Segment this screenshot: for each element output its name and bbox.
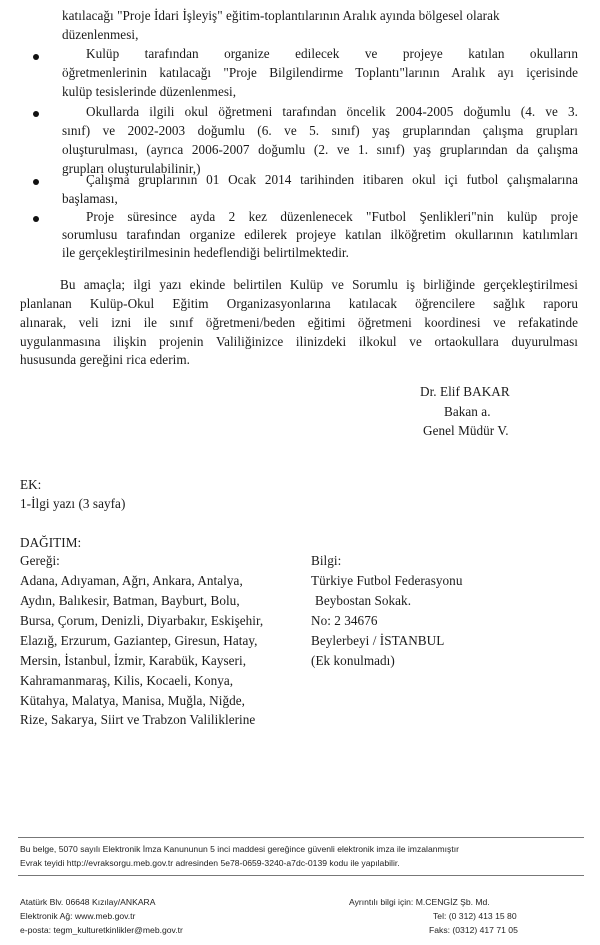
signatory-role: Bakan a. [444, 404, 491, 419]
bullet-1-line-3: kulüp tesislerinde düzenlenmesi, [62, 84, 237, 99]
bullet-3-line-1: Çalışma gruplarının 01 Ocak 2014 tarihinden itibaren okul içi futbol çalışmalarına [86, 172, 578, 187]
info-recipient-line: Beylerbeyi / İSTANBUL [311, 633, 445, 648]
signatory-name: Dr. Elif BAKAR [420, 384, 510, 399]
verification-note: Evrak teyidi http://evraksorgu.meb.gov.tr adresinden 5e78-0659-3240-a7dc-0139 kodu ile yapılabilir. [20, 858, 400, 868]
continuation-line-2: düzenlenmesi, [62, 27, 139, 42]
footer-email: e-posta: tegm_kulturetkinlikler@meb.gov.tr [20, 925, 183, 935]
request-paragraph-line-2: planlanan Kulüp-Okul Eğitim Organizasyonlarına katılacak öğrencilere sağlık raporu [20, 296, 578, 311]
bullet-4-line-3: ile gerçekleştirilmesinin hedeflendiği belirtilmektedir. [62, 245, 349, 260]
bullet-marker [33, 111, 39, 117]
bullet-1-line-1: Kulüp tarafından organize edilecek ve projeye katılan okulların [86, 46, 578, 61]
action-recipient-line: Bursa, Çorum, Denizli, Diyarbakır, Eskişehir, [20, 613, 264, 628]
info-recipient-line: Türkiye Futbol Federasyonu [311, 573, 463, 588]
bullet-marker [33, 216, 39, 222]
attachment-item: 1-İlgi yazı (3 sayfa) [20, 496, 126, 511]
bullet-3-line-2: başlaması, [62, 191, 118, 206]
footer-phone: Tel: (0 312) 413 15 80 [433, 911, 517, 921]
bullet-4-line-2: sorumlusu tarafından organize edilerek projeye katılan ilköğretim okullarının katılımları [62, 227, 578, 242]
bullet-2-line-3: oluşturulması, (ayrıca 2006-2007 doğumlu (2. ve 1. sınıf) yaş gruplarından da çalışma [62, 142, 578, 157]
bullet-4-line-1: Proje süresince ayda 2 kez düzenlenecek "Futbol Şenlikleri"nin kulüp proje [86, 209, 578, 224]
request-paragraph-line-3: alınarak, veli izni ile sınıf öğretmeni/beden eğitimi öğretmeni koordinesi ve refakatinde [20, 315, 578, 330]
footer-divider-bottom [18, 875, 584, 876]
info-recipient-line: Beybostan Sokak. [315, 593, 412, 608]
request-paragraph-line-4: uygulanmasına ilişkin projenin Valiliğinizce ilinizdeki ilkokul ve ortaokullara duyurulması [20, 334, 578, 349]
footer-divider-top [18, 837, 584, 838]
info-heading: Bilgi: [311, 553, 342, 568]
action-recipient-line: Aydın, Balıkesir, Batman, Bayburt, Bolu, [20, 593, 240, 608]
footer-fax: Faks: (0312) 417 71 05 [429, 925, 518, 935]
action-recipient-line: Rize, Sakarya, Siirt ve Trabzon Valiliklerine [20, 712, 256, 727]
request-paragraph-line-5: hususunda gereğini rica ederim. [20, 352, 190, 367]
request-paragraph-line-1: Bu amaçla; ilgi yazı ekinde belirtilen Kulüp ve Sorumlu iş birliğinde gerçekleştirilmesi [60, 277, 578, 292]
esignature-note: Bu belge, 5070 sayılı Elektronik İmza Kanununun 5 inci maddesi gereğince güvenli elektronik imza ile imzalanmıştır [20, 844, 459, 854]
info-recipient-line: (Ek konulmadı) [311, 653, 395, 668]
action-recipient-line: Kütahya, Malatya, Manisa, Muğla, Niğde, [20, 693, 245, 708]
bullet-marker [33, 179, 39, 185]
action-heading: Gereği: [20, 553, 60, 568]
footer-address: Atatürk Blv. 06648 Kızılay/ANKARA [20, 897, 156, 907]
bullet-1-line-2: öğretmenlerinin katılacağı "Proje Bilgilendirme Toplantı"larının Aralık ayı içerisinde [62, 65, 578, 80]
action-recipient-line: Adana, Adıyaman, Ağrı, Ankara, Antalya, [20, 573, 243, 588]
action-recipient-line: Elazığ, Erzurum, Gaziantep, Giresun, Hatay, [20, 633, 258, 648]
bullet-2-line-1: Okullarda ilgili okul öğretmeni tarafından öncelik 2004-2005 doğumlu (4. ve 3. [86, 104, 578, 119]
action-recipient-line: Kahramanmaraş, Kilis, Kocaeli, Konya, [20, 673, 234, 688]
continuation-line-1: katılacağı "Proje İdari İşleyiş" eğitim-toplantılarının Aralık ayında bölgesel olarak [62, 8, 500, 23]
footer-contact-person: Ayrıntılı bilgi için: M.CENGİZ Şb. Md. [349, 897, 490, 907]
attachments-heading: EK: [20, 477, 42, 492]
bullet-marker [33, 54, 39, 60]
action-recipient-line: Mersin, İstanbul, İzmir, Karabük, Kayseri, [20, 653, 247, 668]
footer-website: Elektronik Ağ: www.meb.gov.tr [20, 911, 136, 921]
bullet-2-line-4: grupları oluşturulabilinir,) [62, 161, 201, 176]
signatory-title: Genel Müdür V. [423, 423, 509, 438]
bullet-2-line-2: sınıf) ve 2002-2003 doğumlu (6. ve 5. sınıf) yaş gruplarından çalışma grupları [62, 123, 578, 138]
distribution-heading: DAĞITIM: [20, 535, 82, 550]
info-recipient-line: No: 2 34676 [311, 613, 378, 628]
